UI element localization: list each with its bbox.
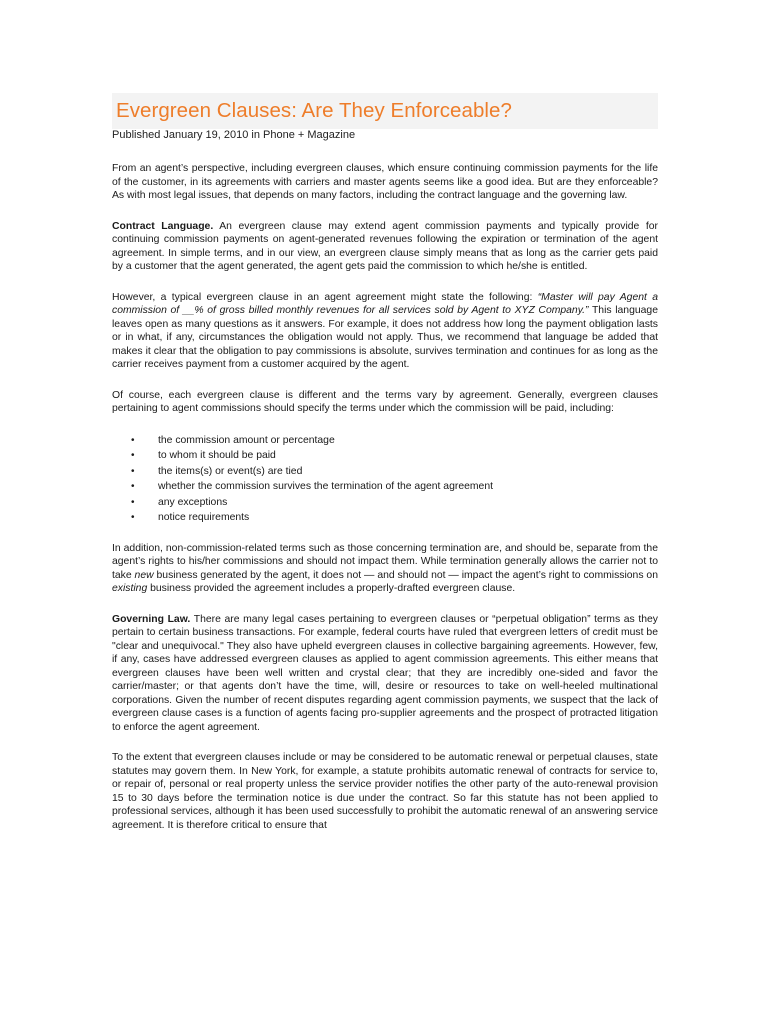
list-item-text: to whom it should be paid <box>158 450 276 461</box>
bullet-icon: • <box>131 465 135 477</box>
paragraph-termination <box>112 542 658 596</box>
terms-list <box>112 433 658 526</box>
list-item <box>112 464 658 480</box>
list-item-text: the items(s) or event(s) are tied <box>158 465 303 477</box>
termination-text-b: business generated by the agent, it does not — and should not — impact the agent’s right to commissions on <box>153 569 658 581</box>
title-bar <box>112 93 658 129</box>
paragraph-intro: From an agent’s perspective, including evergreen clauses, which ensure continuing commission payments for the life of the customer, in its agreements with carriers and master agents seems like a good idea. But are they enforceable? As with most legal issues, that depends on many factors, including the contract language and the governing law. <box>112 163 658 201</box>
bullet-icon: • <box>131 481 135 492</box>
list-item <box>112 433 658 449</box>
paragraph-contract-language <box>112 220 658 274</box>
paragraph-state-statutes: To the extent that evergreen clauses include or may be considered to be automatic renewal or perpetual clauses, state statutes may govern them. In New York, for example, a statute prohibits automatic renewal of contracts for service to, or repair of, personal or real property unless the service provider notifies the other party of the auto-renewal provision 15 to 30 days before the termination notice is due under the contract. So far this statute has not been applied to professional services, although it has been used successfully to prohibit the automatic renewal of an answering service agreement. It is therefore critical to ensure that <box>112 752 658 831</box>
paragraph-governing-law <box>112 613 658 735</box>
bullet-icon: • <box>131 512 135 523</box>
list-item <box>112 479 658 495</box>
bullet-icon: • <box>131 496 135 508</box>
article-body <box>112 162 658 832</box>
contract-language-text: An evergreen clause may extend agent commission payments and typically provide for continuing commission payments on agent-generated revenues following the expiration or termination of the agent agreement. In simple terms, and in our view, an evergreen clause simply means that as long as the carrier gets paid by a customer that the agent generated, the agent gets paid the commission to which he/she is entitled. <box>112 220 658 272</box>
paragraph-typical-clause <box>112 291 658 372</box>
list-item-text: notice requirements <box>158 512 250 523</box>
article <box>112 93 658 831</box>
termination-text-a: In addition, non-commission-related terms such as those concerning termination are, and should be, separate from the agent’s rights to his/her commissions and should not impact them. While termination generally allows the carrier not to take <box>112 542 658 581</box>
governing-law-text: There are many legal cases pertaining to evergreen clauses or “perpetual obligation” terms as they pertain to certain business transactions. For example, federal courts have ruled that evergreen letters of credit must be "clear and unequivocal." They also have upheld evergreen clauses in collective bargaining agreements. However, few, if any, cases have addressed evergreen clauses as applied to agent commission agreements. This either means that evergreen clauses have been well written and crystal clear; that they are incredibly one-sided and favor the carrier/master; or that agents don’t have the time, will, desire or resources to take on well-heeled multinational corporations. Given the number of recent disputes regarding agent commission payments, we suspect that the lack of evergreen clause cases is a function of agents facing pro-supplier agreements and the prospect of protracted litigation to enforce the agent agreement. <box>112 613 658 733</box>
article-title: Evergreen Clauses: Are They Enforceable? <box>116 99 512 122</box>
heading-contract-language: Contract Language. <box>112 220 214 232</box>
bullet-icon: • <box>131 434 135 446</box>
emphasis-new: new <box>134 569 154 581</box>
bullet-icon: • <box>131 450 135 461</box>
typical-clause-rest: This language leaves open as many questions as it answers. For example, it does not address how long the payment obligation lasts or in what, if any, circumstances the obligation would not apply. Thus, we recommend that language be added that makes it clear that the obligation to pay commissions is absolute, survives termination and continues for as long as the carrier receives payment from a customer acquired by the agent. <box>112 305 658 370</box>
typical-clause-lead: However, a typical evergreen clause in an agent agreement might state the following: <box>112 291 538 303</box>
list-item-text: any exceptions <box>158 496 228 508</box>
list-item <box>112 495 658 511</box>
list-item-text: the commission amount or percentage <box>158 434 335 446</box>
emphasis-existing: existing <box>112 583 148 594</box>
termination-text-c: business provided the agreement includes a properly-drafted evergreen clause. <box>147 583 516 594</box>
list-item-text: whether the commission survives the termination of the agent agreement <box>158 481 493 492</box>
example-clause-quote: “Master will pay Agent a commission of __% of gross billed monthly revenues for all services sold by Agent to XYZ Company.” <box>112 291 658 316</box>
heading-governing-law: Governing Law. <box>112 613 191 625</box>
list-item <box>112 510 658 526</box>
list-item <box>112 448 658 464</box>
published-line: Published January 19, 2010 in Phone + Magazine <box>112 129 356 141</box>
paragraph-terms: Of course, each evergreen clause is different and the terms vary by agreement. Generally, evergreen clauses pertaining to agent commissions should specify the terms under which the commission will be paid, including: <box>112 389 658 414</box>
